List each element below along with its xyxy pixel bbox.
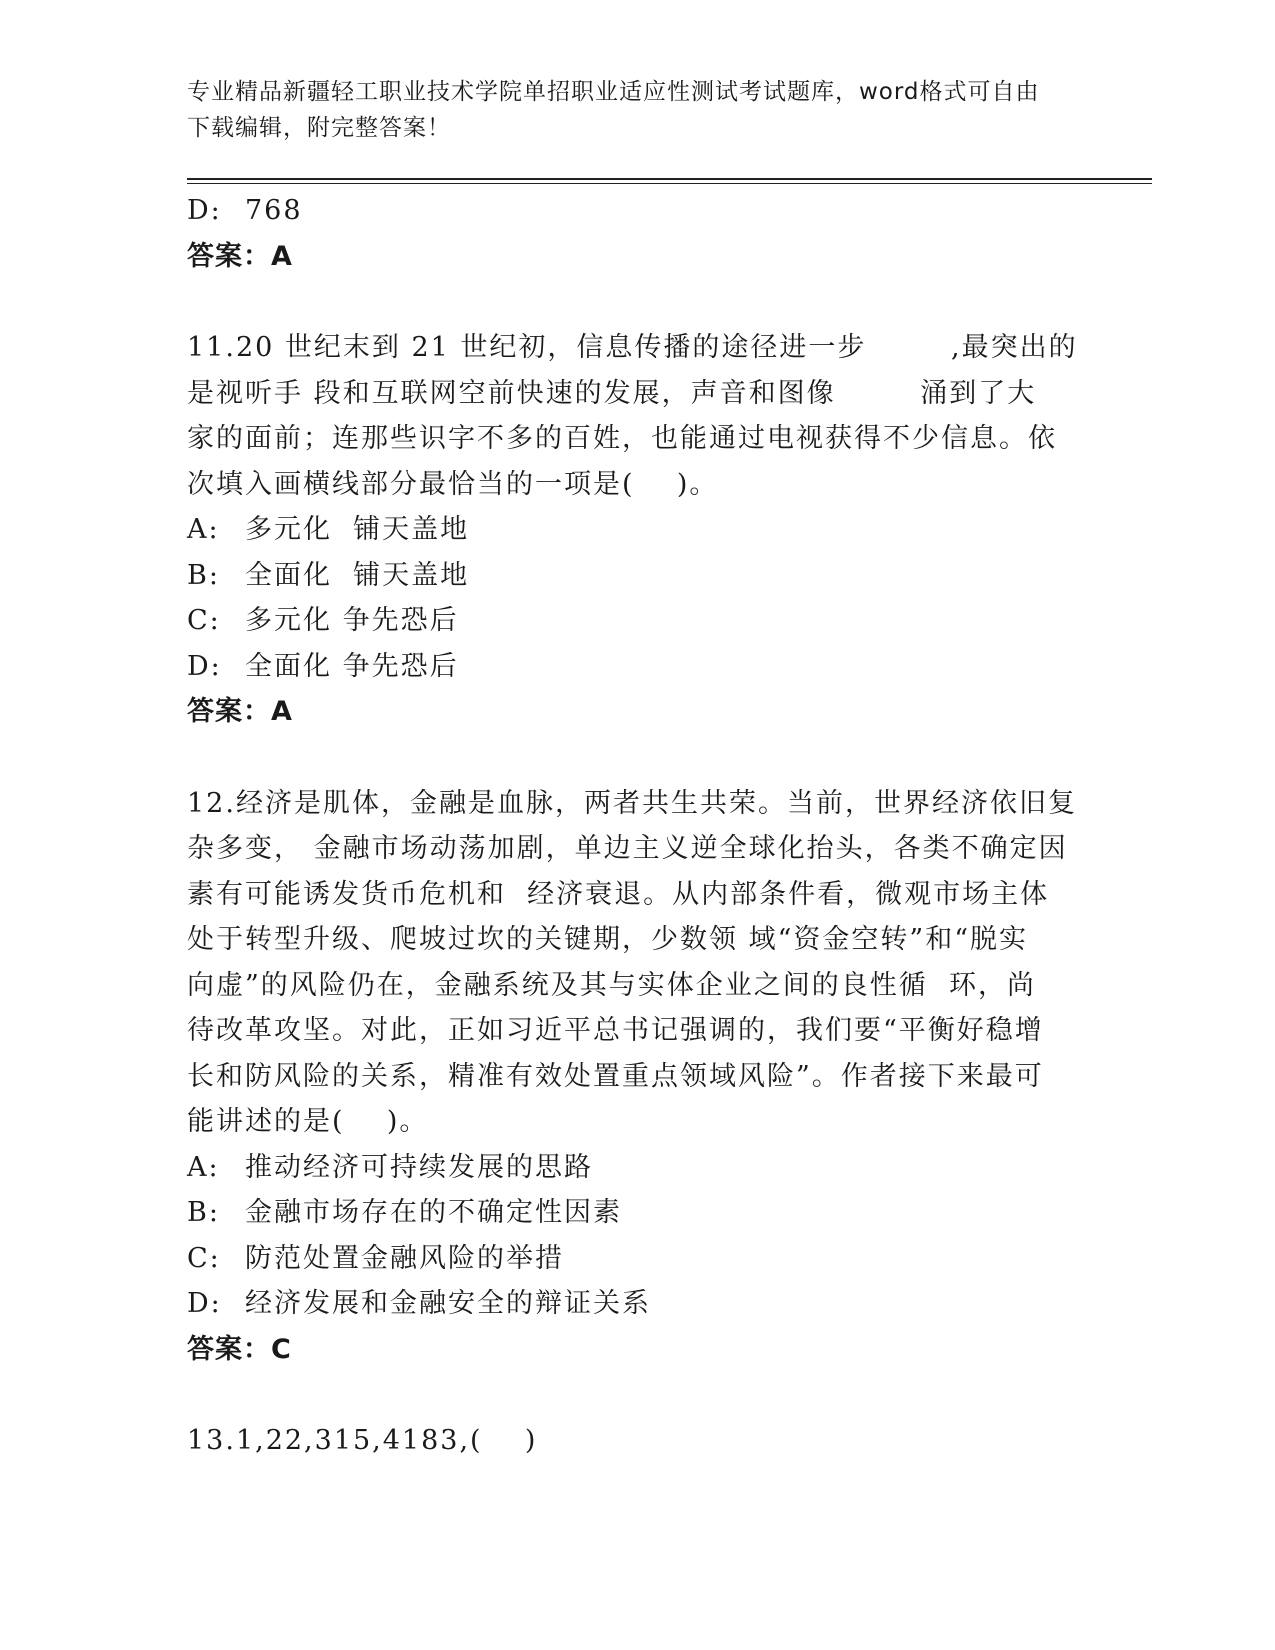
header-rule-thick — [187, 178, 1152, 180]
option-d — [187, 1281, 1077, 1327]
header-line-2: 下载编辑，附完整答案！ — [187, 115, 451, 141]
option-letter: B: — [187, 559, 220, 591]
option-letter: A: — [187, 514, 220, 545]
option-text: 全面化 铺天盖地 — [245, 559, 470, 591]
option-letter: C: — [187, 605, 221, 636]
answer: 答案：A — [187, 696, 293, 727]
option-text: 768 — [245, 195, 303, 226]
question-text-line: 素有可能诱发货币危机和 经济衰退。从内部条件看，微观市场主体 — [187, 878, 1050, 910]
option-letter: C: — [187, 1242, 221, 1274]
question-text-line: 次填入画横线部分最恰当的一项是( )。 — [187, 468, 719, 500]
question-text-line: 11.20 世纪末到 21 世纪初，信息传播的途径进一步 ,最突出的 — [187, 332, 1078, 363]
answer: 答案：C — [187, 1333, 292, 1365]
question-text-line: 待改革攻坚。对此，正如习近平总书记强调的，我们要“平衡好稳增 — [187, 1015, 1044, 1046]
spacer — [187, 279, 1077, 325]
question-text-line: 杂多变， 金融市场动荡加剧，单边主义逆全球化抬头，各类不确定因 — [187, 833, 1068, 864]
question-text-line: 是视听手 段和互联网空前快速的发展，声音和图像 涌到了大 — [187, 377, 1037, 409]
question-text-line: 13.1,22,315,4183,( ) — [187, 1425, 538, 1456]
question-13 — [187, 1418, 1077, 1464]
option-b — [187, 1190, 1077, 1236]
header-rule-thin — [187, 183, 1152, 184]
option-letter: D: — [187, 195, 222, 226]
option-letter: D: — [187, 1288, 222, 1319]
spacer — [187, 735, 1077, 781]
question-text-line: 向虚”的风险仍在，金融系统及其与实体企业之间的良性循 环，尚 — [187, 969, 1036, 1001]
question-text-line: 处于转型升级、爬坡过坎的关键期，少数领 域“资金空转”和“脱实 — [187, 924, 1028, 955]
question-11 — [187, 325, 1077, 735]
header-line-1: 专业精品新疆轻工职业技术学院单招职业适应性测试考试题库，word格式可自由 — [187, 79, 1040, 105]
option-c — [187, 1236, 1077, 1282]
option-text: 金融市场存在的不确定性因素 — [245, 1197, 622, 1228]
option-letter: A: — [187, 1151, 220, 1183]
option-text: 经济发展和金融安全的辩证关系 — [245, 1288, 651, 1319]
option-c — [187, 598, 1077, 644]
option-text: 全面化 争先恐后 — [245, 650, 459, 682]
option-d — [187, 644, 1077, 690]
option-text: 多元化 铺天盖地 — [245, 514, 470, 545]
prev-option-d — [187, 188, 1077, 234]
document-body — [187, 188, 1077, 1464]
question-text-line: 家的面前；连那些识字不多的百姓，也能通过电视获得不少信息。依 — [187, 423, 1057, 454]
question-12 — [187, 781, 1077, 1373]
option-text: 防范处置金融风险的举措 — [245, 1242, 564, 1274]
spacer — [187, 1372, 1077, 1418]
option-text: 推动经济可持续发展的思路 — [245, 1151, 593, 1183]
option-b — [187, 553, 1077, 599]
option-letter: D: — [187, 650, 222, 682]
option-letter: B: — [187, 1197, 220, 1228]
prev-answer: 答案：A — [187, 240, 293, 272]
option-text: 多元化 争先恐后 — [245, 605, 459, 636]
question-text-line: 长和防风险的关系，精准有效处置重点领域风险”。作者接下来最可 — [187, 1060, 1044, 1092]
option-a — [187, 1145, 1077, 1191]
option-a — [187, 507, 1077, 553]
question-text-line: 12.经济是肌体，金融是血脉，两者共生共荣。当前，世界经济依旧复 — [187, 787, 1077, 819]
page-header — [187, 74, 1067, 146]
question-text-line: 能讲述的是( )。 — [187, 1106, 429, 1137]
